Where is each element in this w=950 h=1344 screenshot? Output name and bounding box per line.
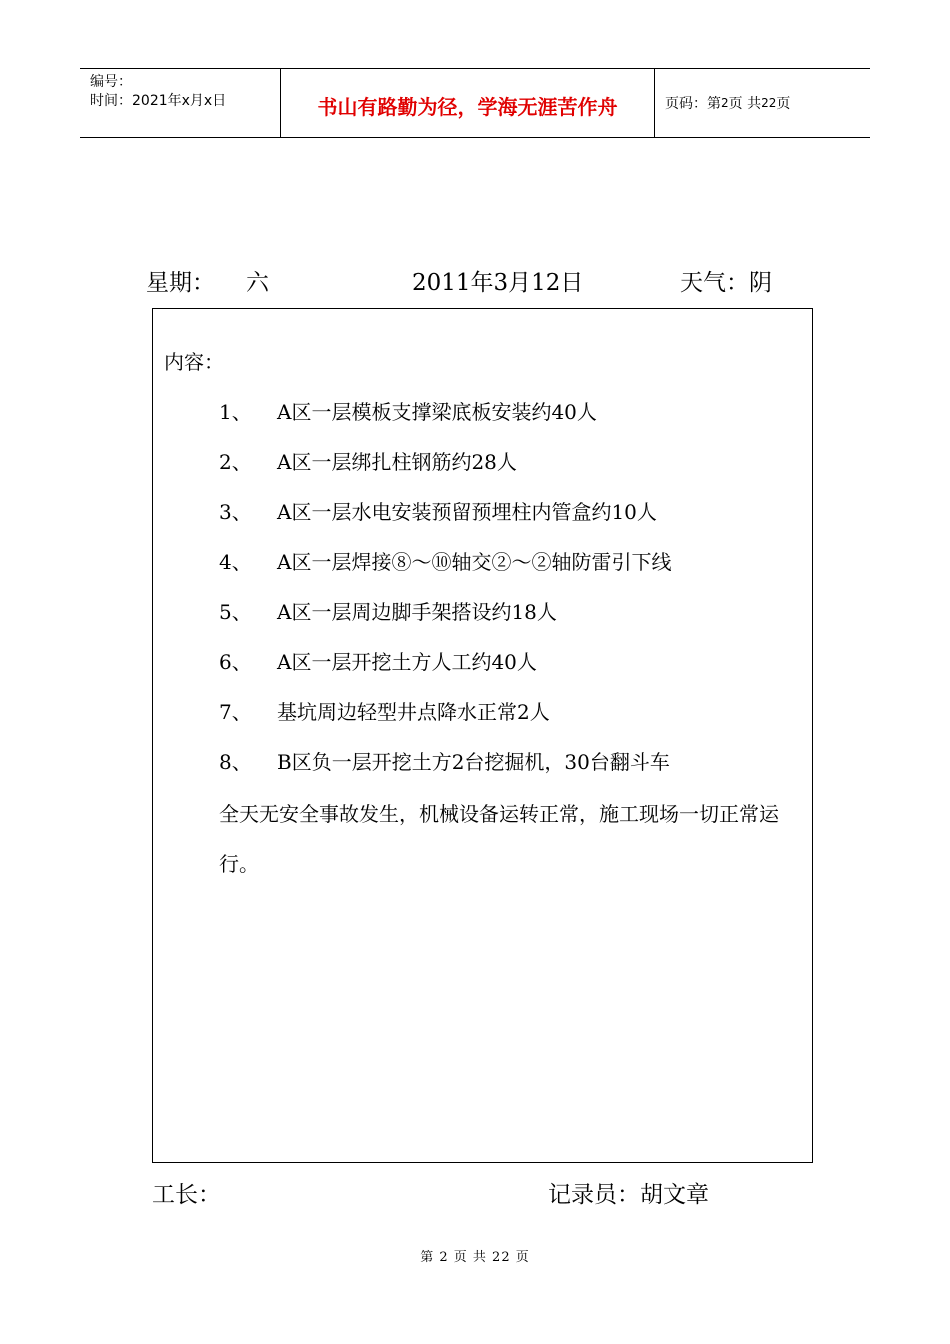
item-text: A区一层焊接⑧～⑩轴交②～②轴防雷引下线 [277,550,672,574]
weekday-value: 六 [246,270,269,296]
header-motto: 书山有路勤为径，学海无涯苦作舟 [281,69,655,137]
list-item [219,746,670,775]
log-date: 2011年3月12日 [412,270,584,296]
item-text: A区一层开挖土方人工约40人 [277,650,537,674]
item-number: 3、 [219,500,252,524]
page-footer: 第 2 页 共 22 页 [420,1250,530,1265]
item-text: 基坑周边轻型井点降水正常2人 [277,700,550,724]
weekday-label: 星期： [146,270,215,296]
page-number: 2 [721,96,729,110]
list-item [219,696,550,725]
summary-paragraph: 全天无安全事故发生，机械设备运转正常，施工现场一切正常运行。 [219,802,779,876]
item-text: A区一层周边脚手架搭设约18人 [277,600,557,624]
list-item [219,596,557,625]
page-prefix: 页码：第 [665,96,721,112]
item-number: 8、 [219,750,252,774]
document-header [80,68,870,138]
weather: 天气：阴 [680,270,772,296]
recorder-signature: 记录员：胡文章 [548,1182,709,1208]
list-item [219,646,537,675]
item-number: 1、 [219,400,252,424]
page-total: 22 [761,96,777,110]
item-text: A区一层模板支撑梁底板安装约40人 [277,400,597,424]
item-text: B区负一层开挖土方2台挖掘机，30台翻斗车 [277,750,670,774]
foreman-signature: 工长： [152,1182,221,1208]
item-number: 4、 [219,550,252,574]
content-label: 内容： [164,350,224,374]
item-number: 5、 [219,600,252,624]
date-line [146,268,806,298]
list-item [219,396,597,425]
header-meta [80,69,281,137]
list-item [219,546,671,575]
code-label: 编号： [90,74,132,90]
item-text: A区一层水电安装预留预埋柱内管盒约10人 [277,500,657,524]
list-item [219,446,517,475]
time-label: 时间：2021年x月x日 [90,93,227,109]
content-box [152,308,813,1163]
item-number: 2、 [219,450,252,474]
item-number: 6、 [219,650,252,674]
item-text: A区一层绑扎柱钢筋约28人 [277,450,517,474]
page-suffix: 页 [776,96,791,112]
page-mid: 页 共 [728,96,762,112]
header-page-info [655,69,870,137]
list-item [219,496,657,525]
item-number: 7、 [219,700,252,724]
